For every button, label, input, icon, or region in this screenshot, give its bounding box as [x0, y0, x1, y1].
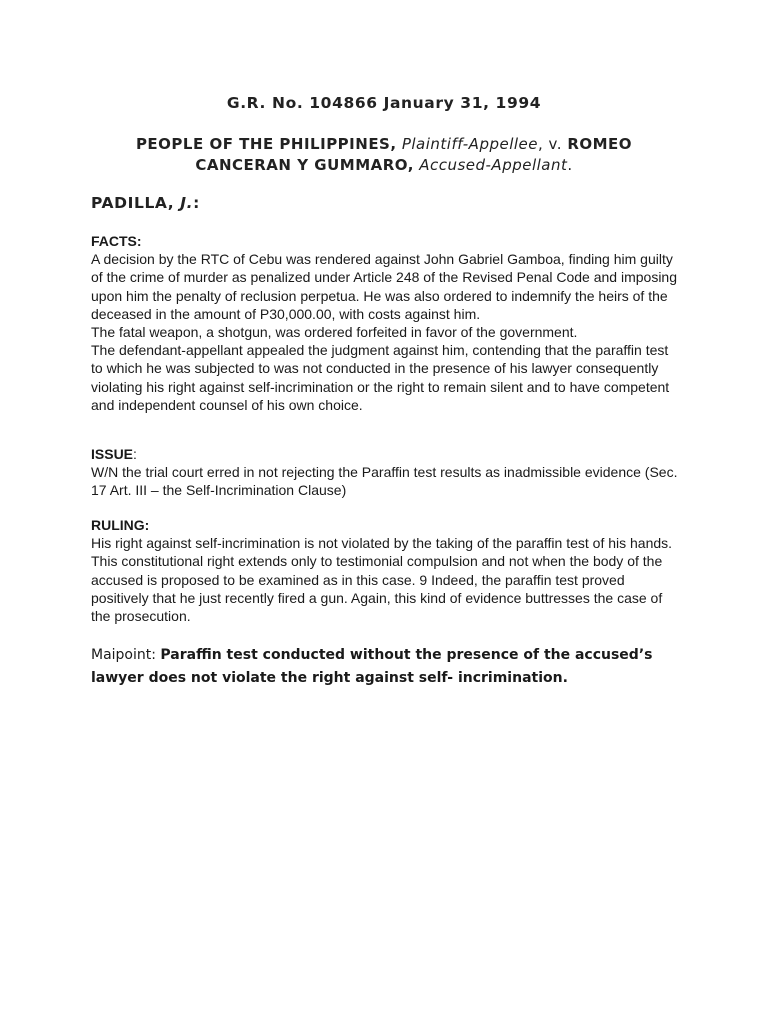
ruling-text: His right against self-incrimination is not violated by the taking of the paraffin test of his hands. This constitutional right extends only to testimonial compulsion and not when the body of the accused is proposed to be examined as in this case. 9 Indeed, the paraffin test proved positively that he just recently fired a gun. Again, this kind of evidence buttresses the case of the prosecution.: [91, 535, 673, 625]
issue-heading-colon: :: [133, 446, 137, 462]
facts-section: [91, 232, 681, 414]
plaintiff-role: Plaintiff-Appellee: [401, 135, 539, 153]
issue-heading: ISSUE: [91, 446, 134, 462]
facts-paragraph: The fatal weapon, a shotgun, was ordered forfeited in favor of the government.: [91, 324, 578, 341]
facts-paragraph: The defendant-appellant appealed the judgment against him, contending that the paraffin test to which he was subjected to was not conducted in the presence of his lawyer consequently violating his right against self-incrimination or the right to remain silent and to have competent and independent counsel of his own choice.: [91, 342, 670, 413]
plaintiff-name: PEOPLE OF THE PHILIPPINES,: [135, 135, 397, 153]
ruling-section: [91, 516, 681, 625]
defendant-name: ROMEO CANCERAN Y GUMMARO,: [195, 135, 633, 174]
main-point-text: Paraffin test conducted without the presence of the accused’s lawyer does not violate the right against self- incrimination.: [91, 647, 653, 686]
issue-section: [91, 445, 681, 500]
parties-period: .: [567, 156, 573, 174]
facts-paragraph: A decision by the RTC of Cebu was rendered against John Gabriel Gamboa, finding him guilty of the crime of murder as penalized under Article 248 of the Revised Penal Code and imposing upon him the penalty of reclusion perpetua. He was also ordered to indemnify the heirs of the deceased in the amount of P30,000.00, with costs against him.: [91, 251, 678, 322]
case-parties: [100, 134, 668, 176]
ponente: [91, 194, 200, 212]
facts-heading: FACTS:: [91, 233, 142, 249]
issue-heading-line: [91, 445, 681, 463]
judge-suffix: J.: [180, 194, 194, 212]
judge-colon: :: [193, 194, 200, 212]
judge-name: PADILLA,: [91, 194, 181, 212]
main-point: [91, 644, 691, 690]
versus-text: , v.: [538, 135, 568, 153]
ruling-heading: RULING:: [91, 517, 150, 533]
case-number-title: G.R. No. 104866 January 31, 1994: [226, 94, 542, 112]
defendant-role: Accused-Appellant: [419, 156, 568, 174]
main-point-label: Maipoint:: [91, 647, 161, 663]
issue-text: W/N the trial court erred in not rejecting the Paraffin test results as inadmissible evidence (Sec. 17 Art. III – the Self-Incrimination Clause): [91, 464, 678, 499]
